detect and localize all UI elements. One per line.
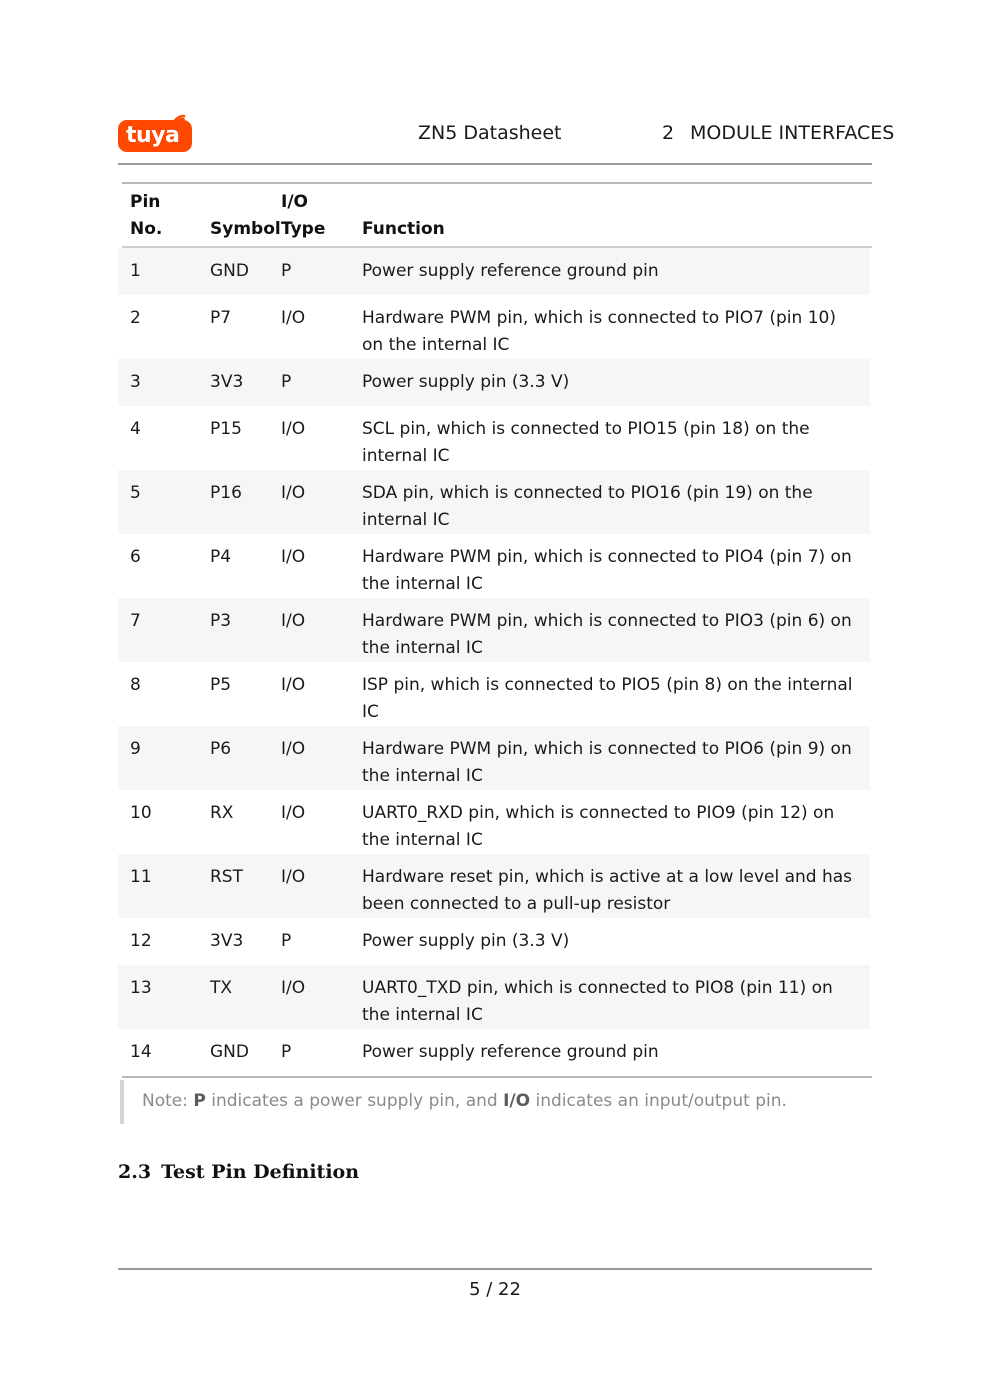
cell-pin-no: 13 [130,978,152,998]
cell-function: SDA pin, which is connected to PIO16 (pin 19) on the internal IC [362,483,813,530]
cell-pin-no: 6 [130,547,141,567]
column-header-pin: Pin [130,192,161,212]
header-section-title: MODULE INTERFACES [690,122,895,144]
note-prefix: Note: [142,1091,188,1111]
cell-function: Power supply pin (3.3 V) [362,931,570,951]
table-row [118,1029,870,1076]
note-bold-io: I/O [503,1091,531,1111]
table-row [118,598,870,662]
cell-pin-no: 1 [130,261,141,281]
cell-io-type: I/O [281,867,306,887]
cell-function: Hardware PWM pin, which is connected to PIO7 (pin 10) on the internal IC [362,308,836,355]
cell-symbol: GND [210,1042,249,1062]
note-block [118,1080,872,1124]
table-row [118,295,870,359]
cell-function: Power supply pin (3.3 V) [362,372,570,392]
note-text [142,1088,787,1114]
cell-symbol: 3V3 [210,372,244,392]
cell-pin-no: 12 [130,931,152,951]
note-suffix: indicates an input/output pin. [535,1091,787,1111]
cell-io-type: I/O [281,978,306,998]
cell-io-type: I/O [281,483,306,503]
table-row [118,726,870,790]
cell-pin-no: 7 [130,611,141,631]
cell-io-type: I/O [281,739,306,759]
table-row [118,248,870,295]
cell-symbol: P4 [210,547,232,567]
cell-function: UART0_TXD pin, which is connected to PIO8 (pin 11) on the internal IC [362,978,833,1025]
table-header-row [118,184,872,246]
cell-io-type: I/O [281,547,306,567]
header-title-group [418,122,895,152]
cell-io-type: I/O [281,675,306,695]
cell-symbol: RST [210,867,243,887]
cell-symbol: P16 [210,483,242,503]
cell-symbol: GND [210,261,249,281]
cell-pin-no: 11 [130,867,152,887]
table-row [118,470,870,534]
cell-symbol: P15 [210,419,242,439]
table-row [118,534,870,598]
column-header-type: Type [281,219,326,239]
note-middle: indicates a power supply pin, and [211,1091,498,1111]
cell-symbol: P7 [210,308,232,328]
cell-io-type: I/O [281,803,306,823]
cell-function: ISP pin, which is connected to PIO5 (pin 8) on the internal IC [362,675,853,722]
tuya-logo-text: tuya [126,123,180,148]
cell-symbol: P5 [210,675,232,695]
column-header-function: Function [362,219,445,239]
cell-io-type: P [281,372,292,392]
column-header-io: I/O [281,192,308,212]
table-row [118,662,870,726]
cell-symbol: RX [210,803,234,823]
cell-function: SCL pin, which is connected to PIO15 (pin 18) on the internal IC [362,419,810,466]
table-row [118,918,870,965]
cell-pin-no: 9 [130,739,141,759]
cell-symbol: P6 [210,739,232,759]
cell-function: Hardware reset pin, which is active at a low level and has been connected to a pull-up resistor [362,867,853,914]
cell-io-type: I/O [281,611,306,631]
table-body [118,248,872,1076]
table-row [118,406,870,470]
cell-io-type: P [281,1042,292,1062]
pin-definition-table [118,182,872,1078]
header-section-number: 2 [662,122,675,144]
cell-pin-no: 14 [130,1042,152,1062]
cell-symbol: 3V3 [210,931,244,951]
cell-io-type: P [281,931,292,951]
header-document-title: ZN5 Datasheet [418,122,562,144]
cell-symbol: TX [210,978,233,998]
cell-pin-no: 10 [130,803,152,823]
wifi-signal-icon [170,108,194,130]
note-bold-p: P [193,1091,206,1111]
cell-function: UART0_RXD pin, which is connected to PIO9 (pin 12) on the internal IC [362,803,835,850]
table-row [118,790,870,854]
cell-pin-no: 8 [130,675,141,695]
cell-function: Hardware PWM pin, which is connected to PIO6 (pin 9) on the internal IC [362,739,852,786]
cell-symbol: P3 [210,611,232,631]
table-bottom-rule [122,1076,872,1078]
cell-function: Hardware PWM pin, which is connected to PIO3 (pin 6) on the internal IC [362,611,852,658]
column-header-symbol: Symbol [210,219,281,239]
header-divider [118,163,872,165]
cell-pin-no: 3 [130,372,141,392]
cell-function: Power supply reference ground pin [362,261,659,281]
footer-page-number: 5 / 22 [469,1279,521,1300]
cell-function: Power supply reference ground pin [362,1042,659,1062]
cell-io-type: I/O [281,419,306,439]
section-heading-number: 2.3 [118,1161,152,1183]
cell-io-type: I/O [281,308,306,328]
table-row [118,359,870,406]
table-row [118,854,870,918]
footer-divider [118,1268,872,1270]
section-heading [118,1161,359,1183]
note-accent-bar [120,1080,124,1124]
table-row [118,965,870,1029]
cell-pin-no: 2 [130,308,141,328]
column-header-no: No. [130,219,163,239]
cell-function: Hardware PWM pin, which is connected to PIO4 (pin 7) on the internal IC [362,547,852,594]
cell-pin-no: 4 [130,419,141,439]
section-heading-title: Test Pin Definition [161,1161,360,1183]
cell-pin-no: 5 [130,483,141,503]
cell-io-type: P [281,261,292,281]
